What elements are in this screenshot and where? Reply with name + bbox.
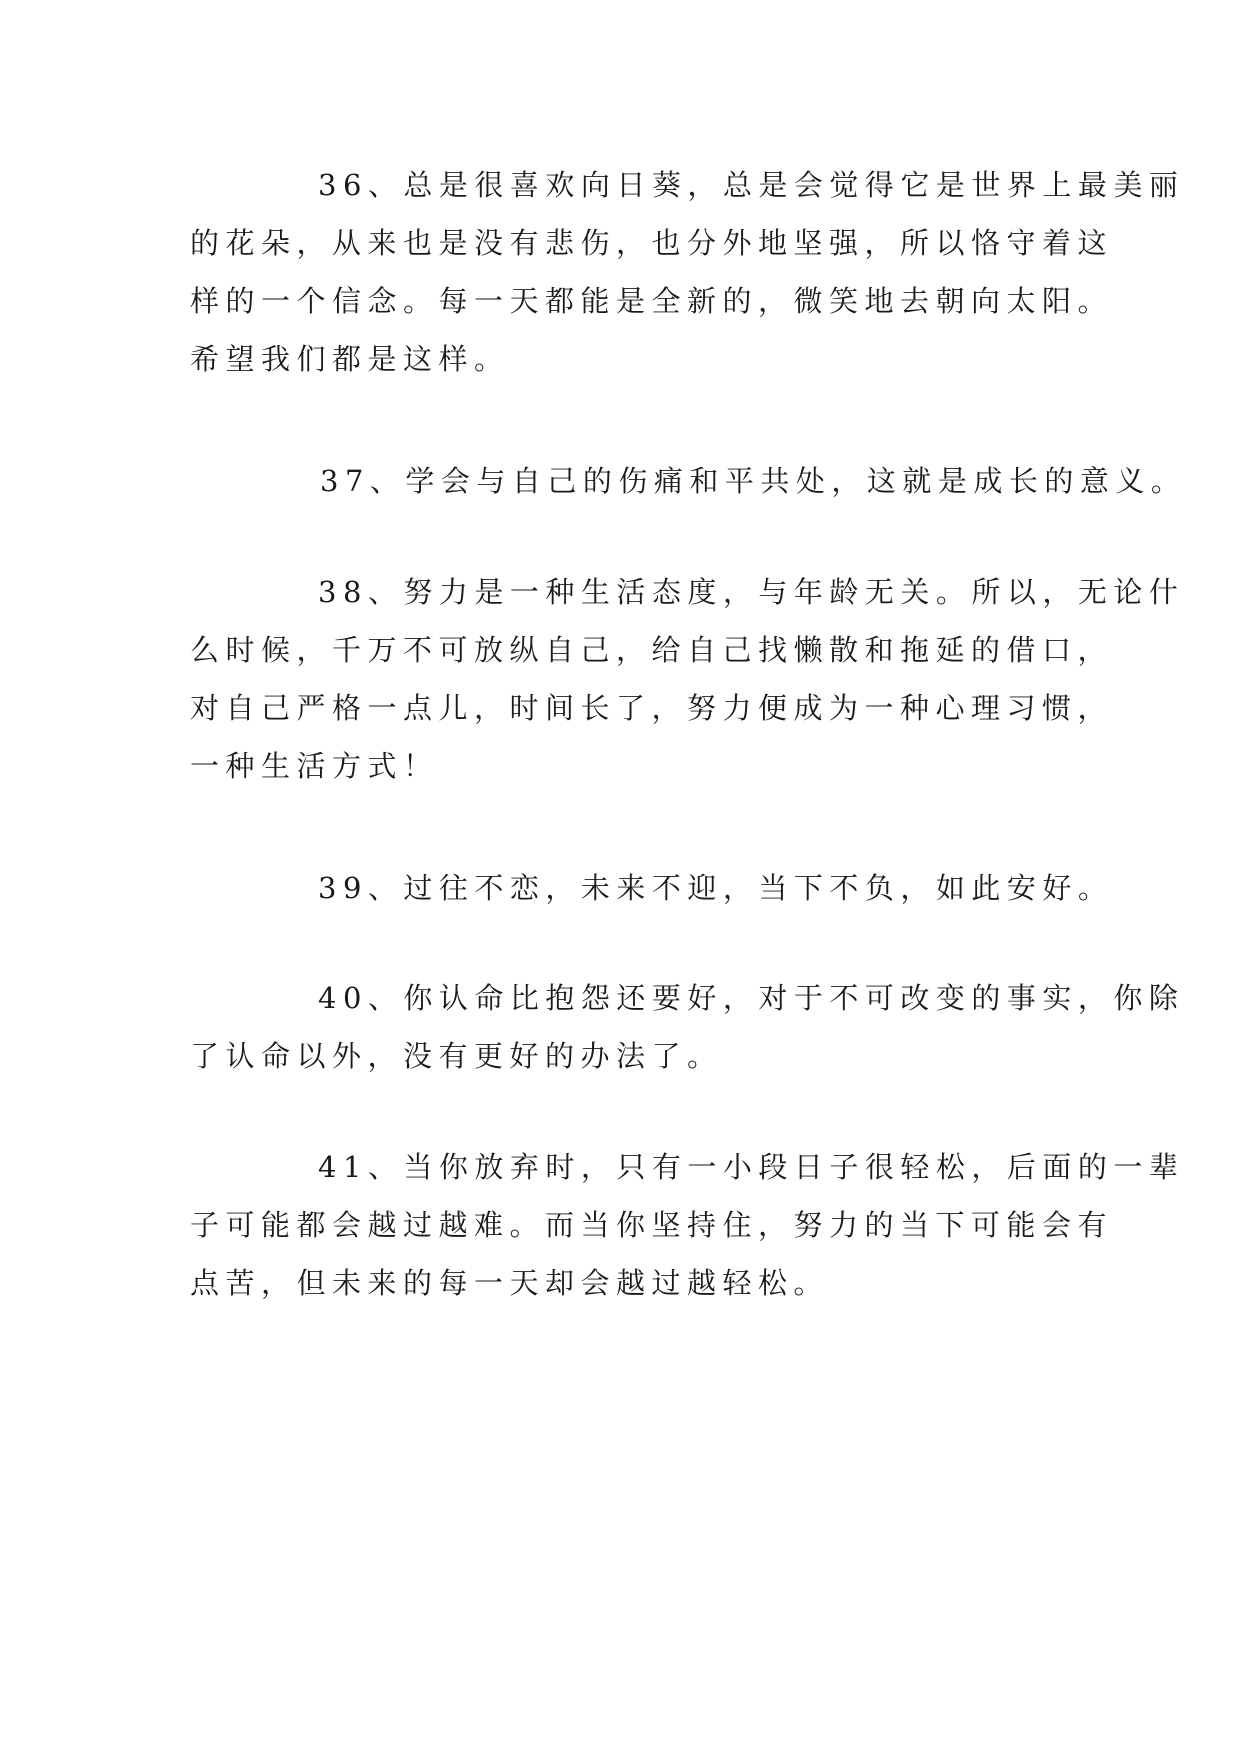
paragraph-line: 40、你认命比抱怨还要好，对于不可改变的事实，你除: [318, 981, 1185, 1015]
paragraph-line: 子可能都会越过越难。而当你坚持住，努力的当下可能会有: [190, 1208, 1114, 1242]
paragraph-line: 的花朵，从来也是没有悲伤，也分外地坚强，所以恪守着这: [190, 226, 1114, 260]
paragraph-line: 41、当你放弃时，只有一小段日子很轻松，后面的一辈: [318, 1150, 1185, 1184]
paragraph-line: 点苦，但未来的每一天却会越过越轻松。: [190, 1266, 830, 1300]
paragraph-line: 36、总是很喜欢向日葵，总是会觉得它是世界上最美丽: [318, 168, 1185, 202]
paragraph-37: [190, 452, 1187, 510]
paragraph-line: 么时候，千万不可放纵自己，给自己找懒散和拖延的借口，: [190, 633, 1114, 667]
paragraph-38: [190, 563, 1185, 795]
paragraph-39: [190, 859, 1114, 917]
paragraph-line: 希望我们都是这样。: [190, 342, 510, 376]
paragraph-line: 37、学会与自己的伤痛和平共处，这就是成长的意义。: [320, 464, 1187, 498]
paragraph-40: [190, 969, 1185, 1085]
paragraph-line: 一种生活方式！: [190, 749, 439, 783]
paragraph-41: [190, 1138, 1185, 1312]
paragraph-36: [190, 156, 1185, 388]
paragraph-line: 了认命以外，没有更好的办法了。: [190, 1039, 723, 1073]
paragraph-line: 39、过往不恋，未来不迎，当下不负，如此安好。: [318, 871, 1114, 905]
paragraph-line: 样的一个信念。每一天都能是全新的，微笑地去朝向太阳。: [190, 284, 1114, 318]
paragraph-line: 对自己严格一点儿，时间长了，努力便成为一种心理习惯，: [190, 691, 1114, 725]
paragraph-line: 38、努力是一种生活态度，与年龄无关。所以，无论什: [318, 575, 1185, 609]
